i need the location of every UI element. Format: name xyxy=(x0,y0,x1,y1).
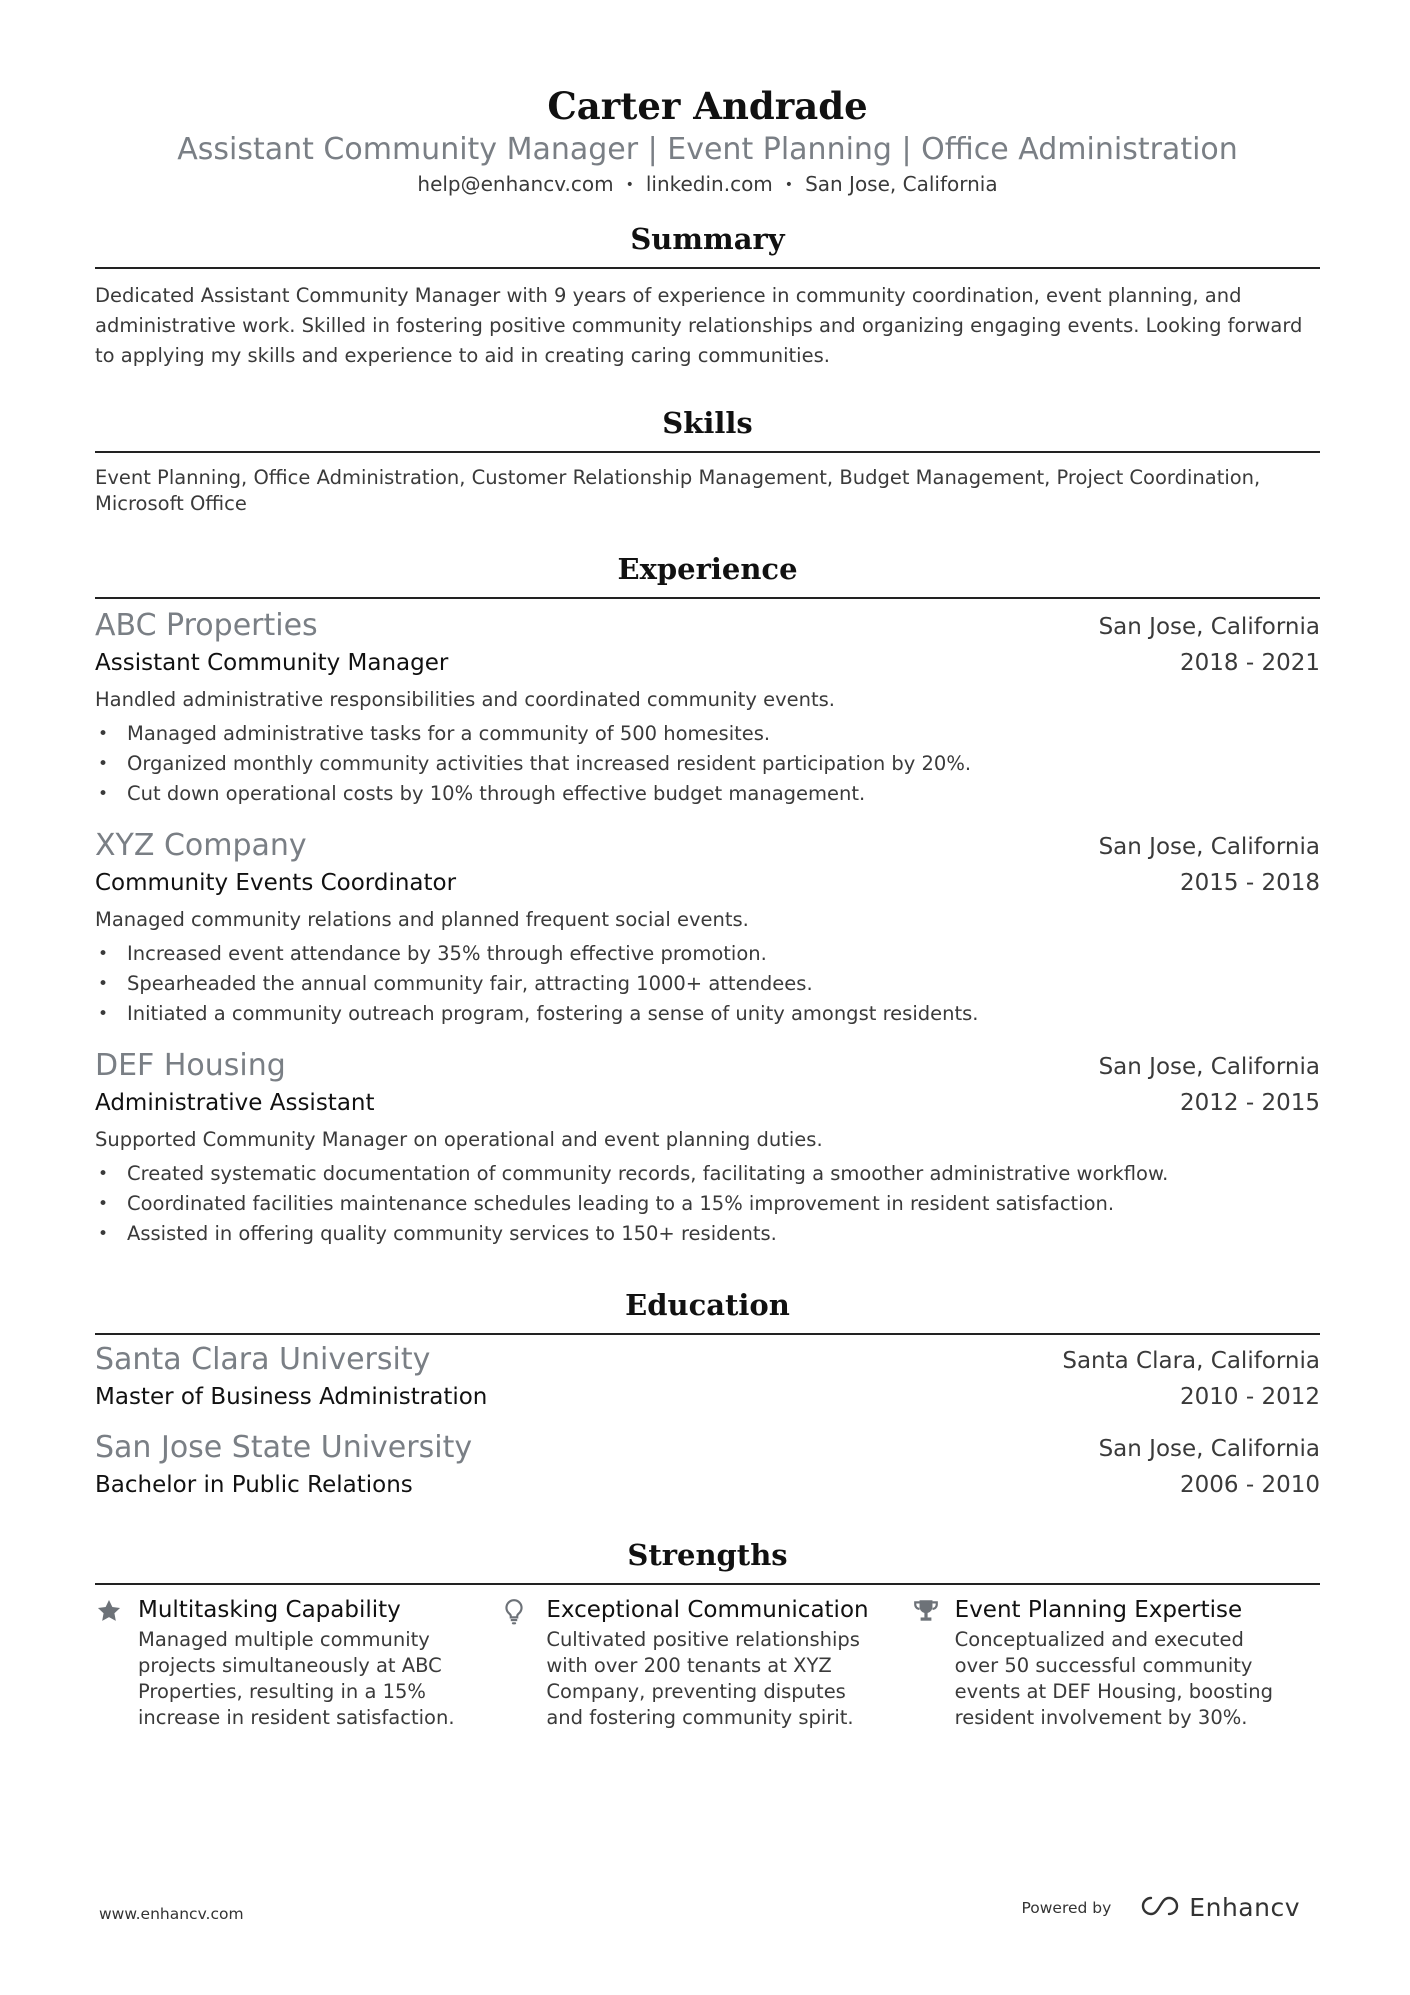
experience-section xyxy=(95,549,1320,1249)
experience-entry xyxy=(95,827,1320,1029)
job-description: Handled administrative responsibilities and coordinated community events. xyxy=(95,688,835,711)
job-bullets xyxy=(95,1159,1320,1249)
separator-dot: • xyxy=(784,177,794,193)
enhancv-logo-icon xyxy=(1137,1894,1183,1922)
job-role: Administrative Assistant xyxy=(95,1090,375,1116)
strength-item xyxy=(912,1593,1320,1731)
job-location: San Jose, California xyxy=(1098,1054,1320,1080)
degree-name: Master of Business Administration xyxy=(95,1384,488,1410)
separator-dot: • xyxy=(625,177,634,193)
school-location: Santa Clara, California xyxy=(1062,1348,1320,1374)
job-role: Assistant Community Manager xyxy=(95,650,449,676)
job-description: Managed community relations and planned frequent social events. xyxy=(95,908,749,931)
summary-section xyxy=(95,219,1320,371)
resume-content xyxy=(95,80,1320,1731)
contact-email[interactable]: help@enhancv.com xyxy=(417,172,614,196)
strength-description: Conceptualized and executed over 50 successful community events at DEF Housing, boosting resident involvement by 30%. xyxy=(954,1628,1273,1729)
strength-title: Event Planning Expertise xyxy=(954,1597,1243,1623)
degree-name: Bachelor in Public Relations xyxy=(95,1472,413,1498)
contact-linkedin[interactable]: linkedin.com xyxy=(645,172,773,196)
company-name: XYZ Company xyxy=(95,828,307,863)
section-heading-skills: Skills xyxy=(662,406,753,440)
skills-text: Event Planning, Office Administration, Customer Relationship Management, Budget Management, Project Coordination, Microsoft Office xyxy=(95,466,1261,515)
strength-description: Cultivated positive relationships with over 200 tenants at XYZ Company, preventing disputes and fostering community spirit. xyxy=(546,1628,860,1729)
education-dates: 2006 - 2010 xyxy=(1180,1472,1320,1498)
footer-website[interactable]: www.enhancv.com xyxy=(99,1905,244,1923)
contact-location: San Jose, California xyxy=(805,172,998,196)
company-name: ABC Properties xyxy=(95,608,318,643)
section-heading-strengths: Strengths xyxy=(627,1538,788,1572)
section-divider xyxy=(95,1583,1320,1585)
job-role: Community Events Coordinator xyxy=(95,870,457,896)
education-entry xyxy=(95,1429,1320,1503)
school-name: San Jose State University xyxy=(95,1430,473,1465)
experience-entry xyxy=(95,607,1320,809)
section-divider xyxy=(95,597,1320,599)
school-name: Santa Clara University xyxy=(95,1342,431,1377)
footer-brand xyxy=(1021,1893,1300,1922)
bullet-item: • Increased event attendance by 35% through effective promotion. xyxy=(95,939,1320,969)
star-icon xyxy=(95,1593,138,1731)
section-divider xyxy=(95,1333,1320,1335)
bullet-item: • Assisted in offering quality community services to 150+ residents. xyxy=(95,1219,1320,1249)
trophy-icon xyxy=(912,1593,955,1731)
candidate-title: Assistant Community Manager | Event Planning | Office Administration xyxy=(177,132,1238,167)
bullet-item: • Coordinated facilities maintenance schedules leading to a 15% improvement in resident satisfaction. xyxy=(95,1189,1320,1219)
education-dates: 2010 - 2012 xyxy=(1180,1384,1320,1410)
lightbulb-icon xyxy=(503,1593,546,1731)
candidate-name: Carter Andrade xyxy=(547,84,868,128)
section-divider xyxy=(95,267,1320,269)
section-heading-education: Education xyxy=(625,1288,790,1322)
strengths-section xyxy=(95,1535,1320,1731)
strength-title: Multitasking Capability xyxy=(138,1597,401,1623)
powered-by-label: Powered by xyxy=(1021,1898,1112,1917)
job-dates: 2015 - 2018 xyxy=(1180,870,1320,896)
strength-description: Managed multiple community projects simultaneously at ABC Properties, resulting in a 15% increase in resident satisfaction. xyxy=(138,1628,455,1729)
job-dates: 2012 - 2015 xyxy=(1180,1090,1320,1116)
job-location: San Jose, California xyxy=(1098,834,1320,860)
summary-text: Dedicated Assistant Community Manager with 9 years of experience in community coordination, event planning, and administrative work. Skilled in fostering positive community relationships and organizing engaging events. Looking forward to applying my skills and experience to aid in creating caring communities. xyxy=(95,284,1303,367)
strength-item xyxy=(503,1593,911,1731)
bullet-item: • Initiated a community outreach program, fostering a sense of unity amongst residents. xyxy=(95,999,1320,1029)
brand-name[interactable]: Enhancv xyxy=(1189,1893,1300,1922)
skills-section xyxy=(95,403,1320,517)
job-description: Supported Community Manager on operational and event planning duties. xyxy=(95,1128,823,1151)
school-location: San Jose, California xyxy=(1098,1436,1320,1462)
job-bullets xyxy=(95,939,1320,1029)
section-heading-summary: Summary xyxy=(630,222,785,256)
company-name: DEF Housing xyxy=(95,1048,286,1083)
strength-title: Exceptional Communication xyxy=(546,1597,869,1623)
section-heading-experience: Experience xyxy=(617,552,798,586)
bullet-item: • Created systematic documentation of community records, facilitating a smoother administrative workflow. xyxy=(95,1159,1320,1189)
bullet-item: • Organized monthly community activities that increased resident participation by 20%. xyxy=(95,749,1320,779)
education-entry xyxy=(95,1341,1320,1415)
bullet-item: • Spearheaded the annual community fair, attracting 1000+ attendees. xyxy=(95,969,1320,999)
contact-line xyxy=(95,170,1320,199)
bullet-item: • Cut down operational costs by 10% through effective budget management. xyxy=(95,779,1320,809)
strengths-grid xyxy=(95,1593,1320,1731)
job-dates: 2018 - 2021 xyxy=(1180,650,1320,676)
section-divider xyxy=(95,451,1320,453)
job-bullets xyxy=(95,719,1320,809)
bullet-item: • Managed administrative tasks for a community of 500 homesites. xyxy=(95,719,1320,749)
job-location: San Jose, California xyxy=(1098,614,1320,640)
experience-entry xyxy=(95,1047,1320,1249)
strength-item xyxy=(95,1593,503,1731)
education-section xyxy=(95,1285,1320,1503)
